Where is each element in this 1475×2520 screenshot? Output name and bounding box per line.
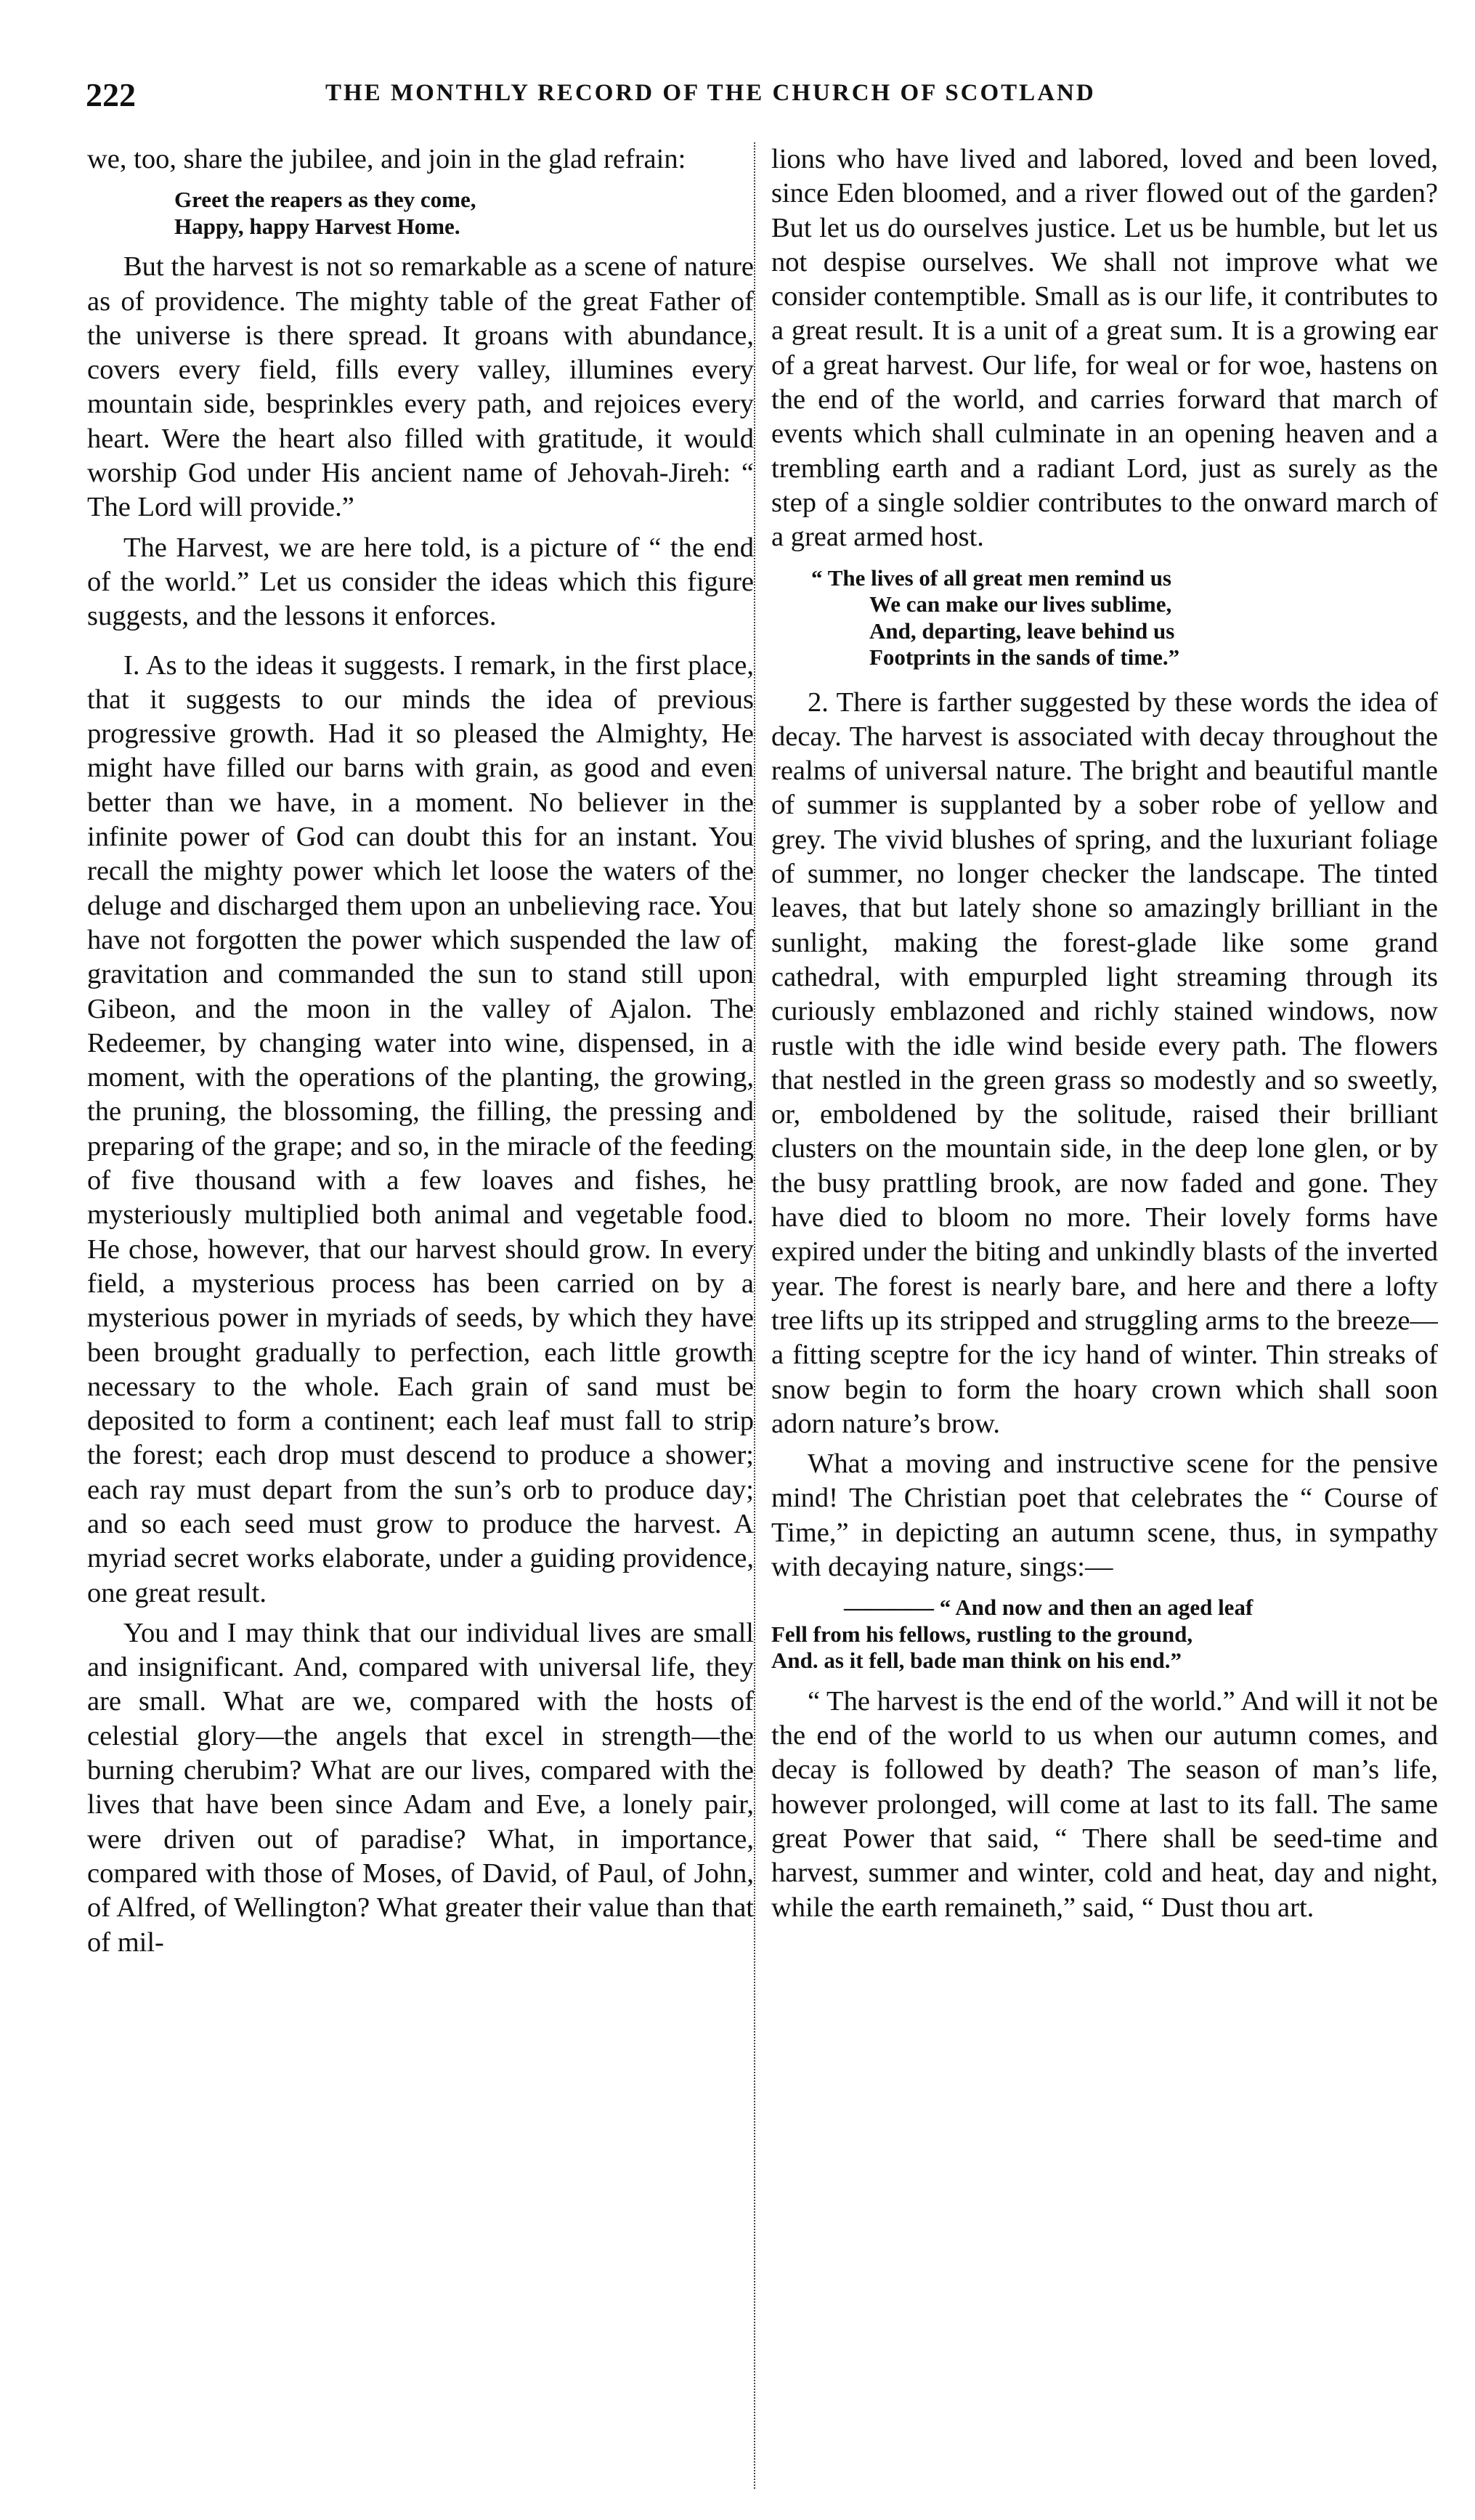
verse-quote xyxy=(771,565,1438,671)
verse-line: “ The lives of all great men remind us xyxy=(811,564,1171,591)
left-column xyxy=(87,142,754,2481)
verse-line: We can make our lives sublime, xyxy=(869,591,1172,617)
paragraph: The Harvest, we are here told, is a picture of “ the end of the world.” Let us consider the ideas which this figure suggests, and the lessons it enforces. xyxy=(87,532,754,632)
verse-line: Greet the reapers as they come, xyxy=(174,187,476,213)
verse-line: Fell from his fellows, rustling to the ground, xyxy=(771,1621,1193,1647)
running-head xyxy=(86,76,1428,134)
paragraph: But the harvest is not so remarkable as a scene of nature as of providence. The mighty table of the great Father of the universe is there spread. It groans with abundance, covers every field, fills every valley, illumines every mountain side, besprinkles every path, and rejoices every heart. Were the heart also filled with gratitude, it would worship God under His ancient name of Jehovah-Jireh: “ The Lord will provide.” xyxy=(87,251,754,523)
verse-line: And, departing, leave behind us xyxy=(869,617,1175,644)
verse-quote xyxy=(771,1595,1438,1674)
journal-title: THE MONTHLY RECORD OF THE CHURCH OF SCOTLAND xyxy=(325,80,1096,106)
verse-line: Happy, happy Harvest Home. xyxy=(174,213,460,239)
right-column xyxy=(771,142,1438,2481)
verse-line: ———— “ And now and then an aged leaf xyxy=(844,1595,1253,1621)
paragraph: we, too, share the jubilee, and join in the glad refrain: xyxy=(87,144,686,174)
paragraph: What a moving and instructive scene for the pensive mind! The Christian poet that celebrates the “ Course of Time,” in depicting an autumn scene, thus, in sympathy with decaying nature, sings:— xyxy=(771,1449,1438,1582)
verse-quote xyxy=(87,187,754,240)
paragraph: 2. There is farther suggested by these words the idea of decay. The harvest is associated with decay throughout the realms of universal nature. The bright and beautiful mantle of summer is supplanted by a sober robe of yellow and grey. The vivid blushes of spring, and the luxuriant foliage of summer, no longer checker the landscape. The tinted leaves, that but lately shone so amazingly brilliant in the sunlight, making the forest-glade like some grand cathedral, with empurpled light streaming through its curiously emblazoned and richly stained windows, now rustle with the idle wind beside every path. The flowers that nestled in the green grass so modestly and so sweetly, or, emboldened by the solitude, raised their brilliant clusters on the mountain side, in the deep lone glen, or by the busy prattling brook, are now faded and gone. They have died to bloom no more. Their lovely forms have expired under the biting and unkindly blasts of the inverted year. The forest is nearly bare, and here and there a lofty tree lifts up its stripped and struggling arms to the breeze—a fitting sceptre for the icy hand of winter. Thin streaks of snow begin to form the hoary crown which shall soon adorn nature’s brow. xyxy=(771,686,1438,1439)
paragraph: lions who have lived and labored, loved and been loved, since Eden bloomed, and a river flowed out of the garden? But let us do ourselves justice. Let us be humble, but let us not despise ourselves. We shall not improve what we consider contemptible. Small as is our life, it contributes to a great result. It is a unit of a great sum. It is a growing ear of a great harvest. Our life, for weal or for woe, hastens on the end of the world, and carries forward that march of events which shall culminate in an opening heaven and a trembling earth and a radiant Lord, just as surely as the step of a single soldier contributes to the onward march of a great armed host. xyxy=(771,144,1438,553)
paragraph: “ The harvest is the end of the world.” And will it not be the end of the world to us when our autumn comes, and decay is followed by death? The season of man’s life, however prolonged, will come at last to its fall. The same great Power that said, “ There shall be seed-time and harvest, summer and winter, cold and heat, day and night, while the earth remaineth,” said, “ Dust thou art. xyxy=(771,1685,1438,1923)
page-number: 222 xyxy=(86,76,136,113)
verse-line: And. as it fell, bade man think on his end.” xyxy=(771,1648,1182,1674)
verse-line: Footprints in the sands of time.” xyxy=(869,644,1180,670)
paragraph: I. As to the ideas it suggests. I remark, in the first place, that it suggests to our minds the idea of previous progressive growth. Had it so pleased the Almighty, He might have filled our barns with grain, as good and even better than we have, in a moment. No believer in the infinite power of God can doubt this for an instant. You recall the mighty power which let loose the waters of the deluge and discharged them upon an unbelieving race. You have not forgotten the power which suspended the law of gravitation and commanded the sun to stand still upon Gibeon, and the moon in the valley of Ajalon. The Redeemer, by changing water into wine, dispensed, in a moment, with the operations of the planting, the growing, the pruning, the blossoming, the filling, the pressing and preparing of the grape; and so, in the miracle of the feeding of five thousand with a few loaves and fishes, he mysteriously multiplied both animal and vegetable food. He chose, however, that our harvest should grow. In every field, a mysterious process has been carried on by a mysterious power in myriads of seeds, by which they have been brought gradually to perfection, each little growth necessary to the whole. Each grain of sand must be deposited to form a continent; each leaf must fall to strip the forest; each drop must descend to produce a shower; each ray must depart from the sun’s orb to produce day; and so each seed must grow to produce the harvest. A myriad secret works elaborate, under a guiding providence, one great result. xyxy=(87,649,754,1608)
column-divider xyxy=(754,142,755,2489)
paragraph: You and I may think that our individual lives are small and insignificant. And, compared with universal life, they are small. What are we, compared with the hosts of celestial glory—the angels that excel in strength—the burning cherubim? What are our lives, compared with the lives that have been since Adam and Eve, a lonely pair, were driven out of paradise? What, in importance, compared with those of Moses, of David, of Paul, of John, of Alfred, of Wellington? What greater their value than that of mil- xyxy=(87,1617,754,1958)
